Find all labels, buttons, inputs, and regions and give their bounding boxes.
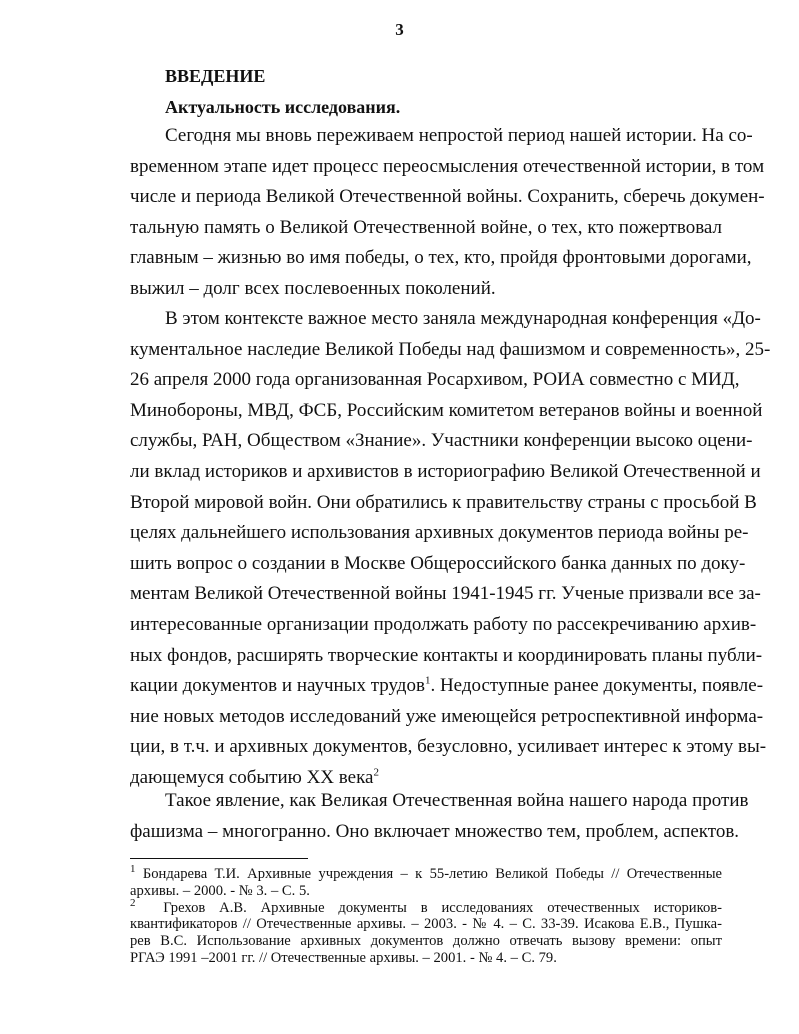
text-line: фашизма – многогранно. Оно включает множество тем, проблем, аспектов. [130,820,740,842]
text-line: тальную память о Великой Отечественной войне, о тех, кто пожертвовал [130,216,722,238]
text-line: ментам Великой Отечественной войны 1941-1945 гг. Ученые призвали все за- [130,583,761,605]
text-line: Такое явление, как Великая Отечественная война нашего народа против [165,790,749,811]
text-span: дающемуся событию XX века [130,766,374,788]
text-span: . Недоступные ранее документы, появле- [430,675,764,697]
text-line: Второй мировой войн. Они обратились к правительству страны с просьбой В [130,491,757,513]
footnote-number: 2 [130,896,136,909]
paragraph-2 [130,304,771,794]
text-line: шить вопрос о создании в Москве Общероссийского банка данных по доку- [130,552,746,574]
text-line: РГАЭ 1991 –2001 гг. // Отечественные архивы. – 2001. - № 4. – С. 79. [130,949,557,966]
text-line: службы, РАН, Обществом «Знание». Участники конференции высоко оцени- [130,430,753,452]
text-line: выжил – долг всех послевоенных поколений. [130,277,496,299]
text-line: числе и периода Великой Отечественной войны. Сохранить, сберечь докумен- [130,186,765,208]
text-span: Грехов А.В. Архивные документы в исследованиях отечественных историков- [163,899,723,916]
paragraph-3 [130,786,749,847]
text-line: квантификаторов // Отечественные архивы. – 2003. - № 4. – С. 33-39. Исакова Е.В., Пушка- [130,916,722,933]
text-line: Сегодня мы вновь переживаем непростой период нашей истории. На со- [165,125,753,146]
text-line: ли вклад историков и архивистов в историографию Великой Отечественной и [130,460,761,482]
text-line: временном этапе идет процесс переосмысления отечественной истории, в том [130,155,765,177]
footnote-2 [130,896,723,917]
text-line: целях дальнейшего использования архивных документов периода войны ре- [130,522,749,544]
section-heading: ВВЕДЕНИЕ [165,66,266,86]
text-span: кации документов и научных трудов [130,675,425,697]
text-line: Минобороны, МВД, ФСБ, Российским комитетом ветеранов войны и военной [130,399,763,421]
footnote-ref-1[interactable]: 1 [424,674,431,687]
page-number: 3 [395,20,404,39]
footnote-ref-2[interactable]: 2 [373,766,379,779]
footnote-divider [130,858,308,859]
text-line: В этом контексте важное место заняла международная конференция «До- [165,308,761,329]
text-line [130,671,764,702]
text-line: ных фондов, расширять творческие контакты и координировать планы публи- [130,644,763,666]
text-line: главным – жизнью во имя победы, о тех, кто, пройдя фронтовыми дорогами, [130,247,752,269]
subsection-heading: Актуальность исследования. [165,97,401,117]
text-line: архивы. – 2000. - № 3. – С. 5. [130,882,310,899]
text-line: 26 апреля 2000 года организованная Росархивом, РОИА совместно с МИД, [130,369,740,391]
text-line: ции, в т.ч. и архивных документов, безусловно, усиливает интерес к этому вы- [130,736,767,758]
text-line: ние новых методов исследований уже имеющейся ретроспективной информа- [130,705,764,727]
text-line: кументальное наследие Великой Победы над фашизмом и современность», 25- [130,338,771,360]
footnotes [130,863,723,967]
paragraph-1 [130,121,765,305]
text-line: рев В.С. Использование архивных документов должно отвечать вызову времени: опыт [130,933,722,950]
text-line: интересованные организации продолжать работу по рассекречиванию архив- [130,613,757,635]
footnote-number: 1 [130,863,136,876]
footnote-1 [130,863,722,883]
text-span: Бондарева Т.И. Архивные учреждения – к 55-летию Великой Победы // Отечественные [142,866,722,882]
